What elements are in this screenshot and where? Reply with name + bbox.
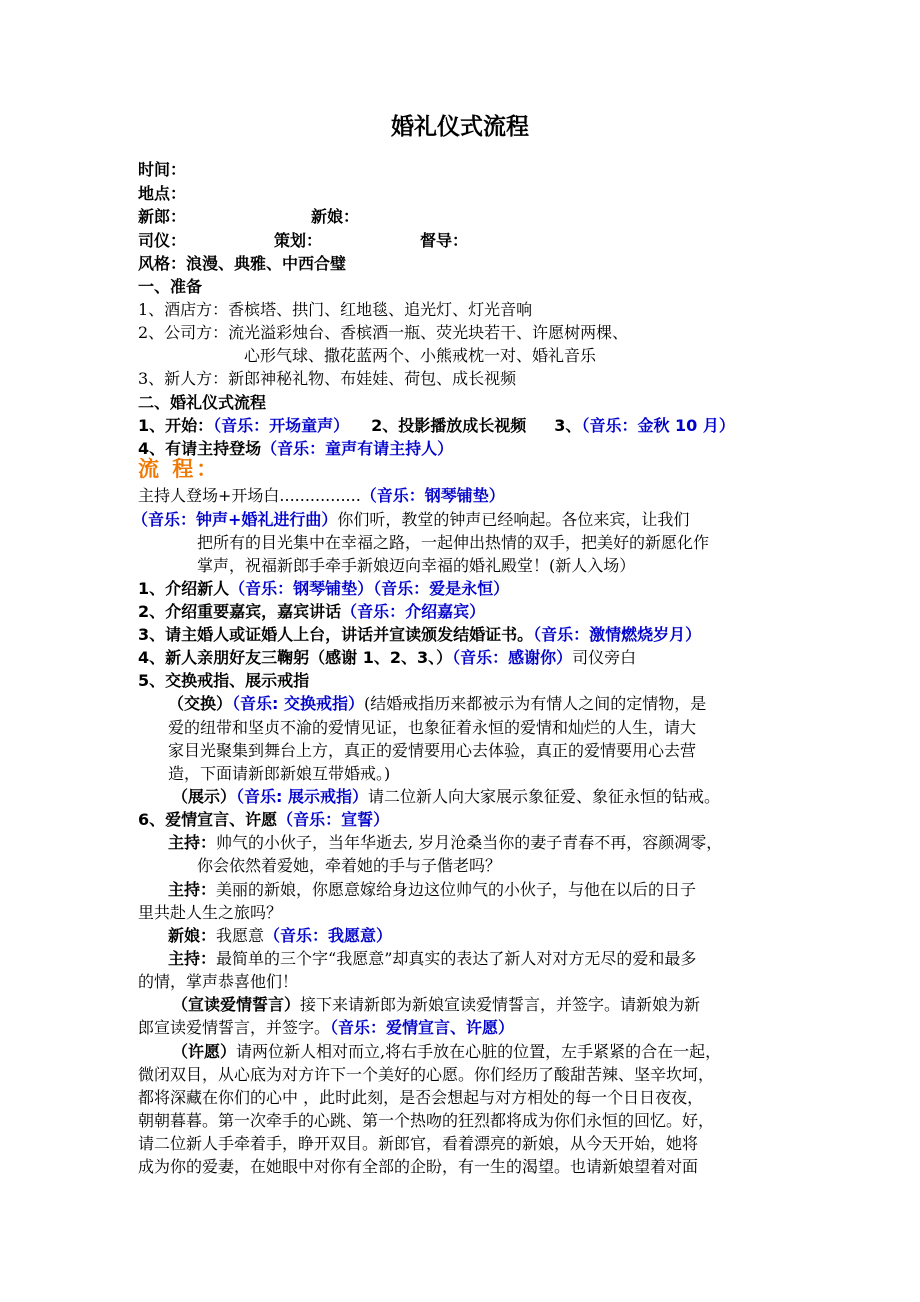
- music-cue: （音乐：激情燃烧岁月）: [533, 625, 702, 644]
- step-video: 2、投影播放成长视频: [371, 416, 527, 435]
- prep-company-2: 心形气球、撒花蓝两个、小熊戒枕一对、婚礼音乐: [244, 346, 597, 365]
- supervisor-label: 督导：: [420, 231, 469, 250]
- vow-label: （宣读爱情誓言）: [172, 995, 301, 1014]
- music-cue: （音乐：钢琴铺垫）: [360, 486, 505, 505]
- item-3: [138, 623, 701, 646]
- host-q3-line-1: [168, 947, 696, 970]
- bell-text: 你们听，教堂的钟声已经响起。各位来宾，让我们: [337, 510, 690, 529]
- groom-bride-line: [138, 205, 359, 228]
- planner-label: 策划：: [274, 231, 323, 250]
- item-2: [138, 600, 485, 623]
- staff-line: [138, 229, 468, 252]
- host-q2-line-1: [168, 878, 696, 901]
- bride-answer: [168, 924, 392, 947]
- style-line: 风格：浪漫、典雅、中西合璧: [138, 254, 347, 273]
- host-q1-line-1: [168, 831, 722, 854]
- item-6-text: 6、爱情宣言、许愿: [138, 810, 278, 829]
- music-cue: （音乐：宣誓）: [277, 810, 390, 829]
- exchange-label: （交换）: [168, 694, 233, 713]
- wish-line-3: 都将深藏在你们的心中 ，此时此刻，是否会想起与对方相处的每一个日日夜夜，: [138, 1088, 704, 1107]
- host-text: 最简单的三个字“我愿意”却真实的表达了新人对对方无尽的爱和最多: [216, 949, 697, 968]
- show-label: （展示）: [172, 787, 237, 806]
- wish-label: （许愿）: [172, 1042, 237, 1061]
- prep-couple: 3、新人方：新郎神秘礼物、布娃娃、荷包、成长视频: [138, 369, 517, 388]
- prep-hotel: 1、酒店方：香槟塔、拱门、红地毯、追光灯、灯光音响: [138, 300, 533, 319]
- host-label: 主持：: [168, 880, 217, 899]
- wish-line-1: [172, 1040, 721, 1063]
- exchange-line-3: 家目光聚集到舞台上方，真正的爱情要用心去体验，真正的爱情要用心去营: [168, 741, 697, 760]
- item-4: [138, 646, 636, 669]
- prep-company-1: 2、公司方：流光溢彩烛台、香槟酒一瓶、荧光块若干、许愿树两棵、: [138, 323, 629, 342]
- bride-label: 新娘：: [168, 926, 217, 945]
- item-3-text: 3、请主婚人或证婚人上台，讲话并宣读颁发结婚证书。: [138, 625, 534, 644]
- item-4-note: 司仪旁白: [572, 648, 637, 667]
- host-text: 帅气的小伙子，当年华逝去, 岁月沧桑当你的妻子青春不再，容颜凋零，: [216, 833, 723, 852]
- exchange-line-2: 爱的纽带和坚贞不渝的爱情见证，也象征着永恒的爱情和灿烂的人生，请大: [168, 718, 697, 737]
- bell-line-3: 掌声，祝福新郎手牵手新娘迈向幸福的婚礼殿堂！(新人入场）: [197, 556, 636, 575]
- bride-text: 我愿意: [216, 926, 265, 945]
- host-label: 主持：: [168, 949, 217, 968]
- step-start: 1、开始：: [138, 416, 214, 435]
- music-cue: （音乐：金秋 10 月）: [581, 416, 735, 435]
- exchange-line-1: [168, 692, 706, 715]
- vow-line-1: [172, 993, 700, 1016]
- bell-line-2: 把所有的目光集中在幸福之路，一起伸出热情的双手，把美好的新愿化作: [197, 533, 710, 552]
- music-cue: （音乐: 展示戒指）: [236, 787, 368, 806]
- ceremony-heading: 二、婚礼仪式流程: [138, 393, 267, 412]
- exchange-text: (结婚戒指历来都被示为有情人之间的定情物，是: [364, 694, 707, 713]
- item-6: [138, 808, 389, 831]
- exchange-line-4: 造，下面请新郎新娘互带婚戒。): [168, 764, 391, 783]
- prep-heading: 一、准备: [138, 277, 203, 296]
- item-5: 5、交换戒指、展示戒指: [138, 671, 310, 690]
- music-cue: （音乐：我愿意）: [264, 926, 393, 945]
- music-cue: （音乐：介绍嘉宾）: [341, 602, 486, 621]
- item-2-text: 2、介绍重要嘉宾，嘉宾讲话: [138, 602, 342, 621]
- bell-line-1: [132, 508, 689, 531]
- music-cue: （音乐：钟声+婚礼进行曲）: [132, 510, 338, 529]
- host-q2-line-2: 里共赴人生之旅吗？: [138, 903, 283, 922]
- vow-text: 接下来请新郎为新娘宣读爱情誓言，并签字。请新娘为新: [300, 995, 701, 1014]
- item-4-text: 4、新人亲朋好友三鞠躬（感谢 1、2、3、）: [138, 648, 453, 667]
- wish-text: 请两位新人相对而立,将右手放在心脏的位置，左手紧紧的合在一起，: [236, 1042, 722, 1061]
- host-intro-text: 主持人登场+开场白................: [138, 486, 361, 505]
- wish-line-4: 朝朝暮暮。第一次牵手的心跳、第一个热吻的狂烈都将成为你们永恒的回忆。好，: [138, 1111, 715, 1130]
- music-cue: （音乐：童声有请主持人）: [261, 439, 454, 458]
- music-cue: （音乐：钢琴铺垫）（音乐：爱是永恒）: [229, 579, 510, 598]
- flow-heading: 流 程：: [138, 457, 221, 481]
- host-q1-line-2: 你会依然着爱她，牵着她的手与子偕老吗？: [197, 856, 502, 875]
- step-3: 3、: [554, 416, 582, 435]
- wish-line-5: 请二位新人手牵着手，睁开双目。新郎官，看着漂亮的新娘，从今天开始，她将: [138, 1134, 699, 1153]
- show-text: 请二位新人向大家展示象征爱、象征永恒的钻戒。: [368, 787, 721, 806]
- ceremony-step-1: [138, 414, 735, 437]
- vow-text: 郎宣读爱情誓言，并签字。: [138, 1018, 331, 1037]
- step-host: 4、有请主持登场: [138, 439, 262, 458]
- place-label: 地点：: [138, 184, 187, 203]
- host-text: 美丽的新娘，你愿意嫁给身边这位帅气的小伙子，与他在以后的日子: [216, 880, 697, 899]
- host-label: 主持：: [168, 833, 217, 852]
- bride-label: 新娘：: [311, 207, 360, 226]
- music-cue: （音乐: 交换戒指）: [232, 694, 364, 713]
- item-1-text: 1、介绍新人: [138, 579, 230, 598]
- music-cue: （音乐：爱情宣言、许愿）: [330, 1018, 515, 1037]
- page-title: 婚礼仪式流程: [391, 114, 529, 140]
- item-1: [138, 577, 509, 600]
- wish-line-6: 成为你的爱妻，在她眼中对你有全部的企盼，有一生的渴望。也请新娘望着对面: [138, 1157, 699, 1176]
- mc-label: 司仪：: [138, 231, 187, 250]
- music-cue: （音乐：感谢你）: [452, 648, 573, 667]
- groom-label: 新郎：: [138, 207, 187, 226]
- wish-line-2: 微闭双目，从心底为对方许下一个美好的心愿。你们经历了酸甜苦辣、坚辛坎坷，: [138, 1065, 715, 1084]
- host-q3-line-2: 的情，掌声恭喜他们！: [138, 972, 299, 991]
- show-line: [172, 785, 720, 808]
- host-intro: [138, 484, 505, 507]
- time-label: 时间：: [138, 160, 187, 179]
- vow-line-2: [138, 1016, 514, 1039]
- music-cue: （音乐：开场童声）: [213, 416, 350, 435]
